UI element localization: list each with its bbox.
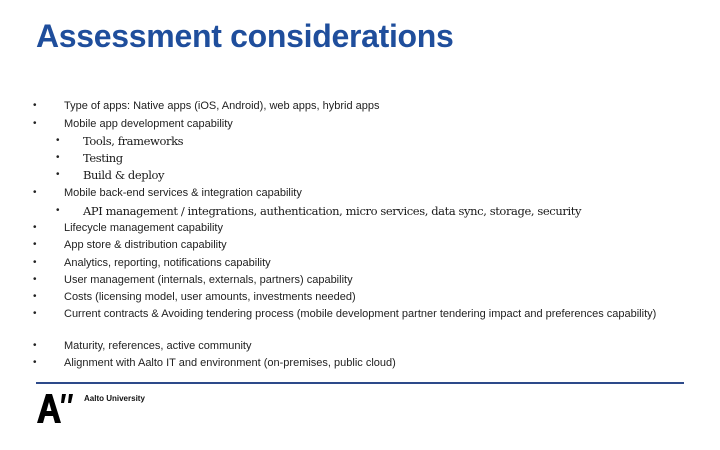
bullet-text: Testing	[83, 151, 123, 165]
bullet-dot-icon: •	[33, 308, 37, 319]
bullet-dot-icon: •	[33, 340, 37, 351]
bullet-text: Current contracts & Avoiding tendering process (mobile development partner tendering impact and preferences capability)	[64, 308, 657, 320]
bullet-text: Maturity, references, active community	[64, 340, 252, 352]
bullet-text: Type of apps: Native apps (iOS, Android), web apps, hybrid apps	[64, 100, 380, 112]
bullet-dot-icon: •	[33, 239, 37, 250]
bullet-dot-icon: •	[56, 169, 60, 180]
bullet-text: Build & deploy	[83, 168, 165, 182]
bullet-dot-icon: •	[33, 257, 37, 268]
slide-title: Assessment considerations	[36, 18, 454, 54]
bullet-dot-icon: •	[33, 222, 37, 233]
logo-text: Aalto University	[84, 394, 145, 403]
bullet-text: Alignment with Aalto IT and environment (on-premises, public cloud)	[64, 357, 396, 369]
bullet-text: Tools, frameworks	[83, 134, 184, 148]
bullet-text: App store & distribution capability	[64, 239, 227, 251]
aalto-logo-icon	[36, 392, 76, 424]
bullet-text: Analytics, reporting, notifications capability	[64, 257, 271, 269]
bullet-dot-icon: •	[33, 291, 37, 302]
bullet-dot-icon: •	[33, 118, 37, 129]
bullet-dot-icon: •	[33, 357, 37, 368]
footer-divider	[36, 382, 684, 384]
bullet-text: API management / integrations, authentication, micro services, data sync, storage, security	[83, 204, 582, 218]
bullet-text: Costs (licensing model, user amounts, investments needed)	[64, 291, 356, 303]
bullet-dot-icon: •	[33, 274, 37, 285]
bullet-dot-icon: •	[56, 205, 60, 216]
bullet-text: Mobile app development capability	[64, 118, 233, 130]
bullet-dot-icon: •	[33, 100, 37, 111]
bullet-dot-icon: •	[56, 152, 60, 163]
bullet-text: Mobile back-end services & integration capability	[64, 187, 302, 199]
bullet-dot-icon: •	[33, 187, 37, 198]
bullet-text: User management (internals, externals, partners) capability	[64, 274, 353, 286]
bullet-dot-icon: •	[56, 135, 60, 146]
bullet-text: Lifecycle management capability	[64, 222, 223, 234]
